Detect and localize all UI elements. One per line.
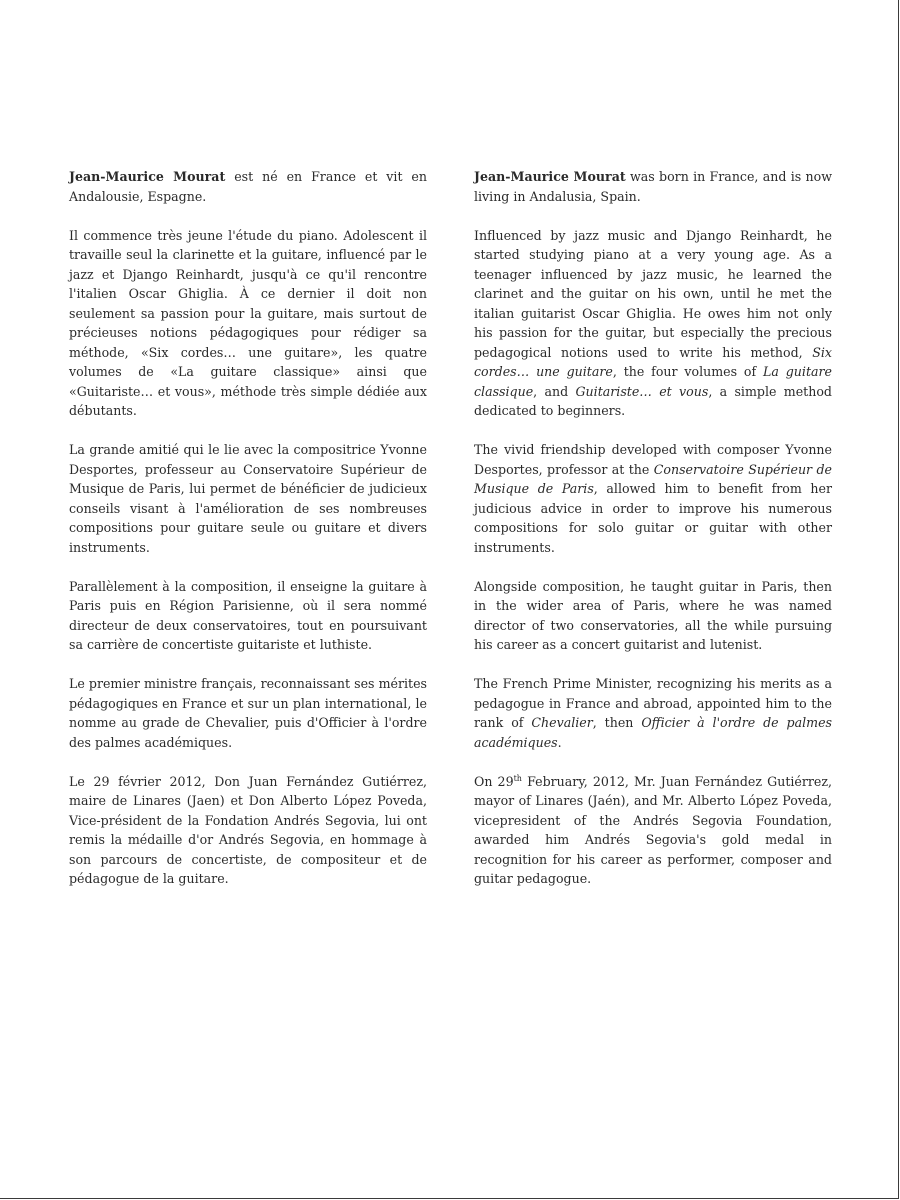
en-rank-chevalier: Chevalier (531, 715, 593, 730)
fr-paragraph-medal: Le 29 février 2012, Don Juan Fernández Gutiérrez, maire de Linares (Jaen) et Don Alberto López Poveda, Vice-président de la Fondation Andrés Segovia, lui ont remis la médaille d'or Andrés Segovia, en hommage à son parcours de concertiste, de compositeur et de pédagogue de la guitare. (69, 773, 427, 886)
en-paragraph-early-life: Influenced by jazz music and Django Reinhardt, he started studying piano at a very young age. As a teenager influenced by jazz music, he learned the clarinet and the guitar on his own, until he met the italian guitarist Oscar Ghiglia. He owes him not only his passion for the guitar, but especially the precious pedagogical notions used to write his method, Six cordes… une guitare, the four volumes of La guitare classique, and Guitariste… et vous, a simple method dedicated to beginners. (474, 227, 832, 418)
en-title-guitare-classique: La guitare classique (474, 364, 832, 399)
fr-author-name: Jean-Maurice Mourat (69, 169, 226, 184)
en-title-guitariste: Guitariste… et vous (575, 383, 709, 399)
fr-paragraph-intro: Jean-Maurice Mourat est né en France et vit en Andalousie, Espagne. (69, 169, 427, 204)
en-paragraph-intro: Jean-Maurice Mourat was born in France, and is now living in Andalusia, Spain. (474, 169, 832, 204)
en-school-name: Conservatoire Supérieur de Musique de Paris (474, 461, 832, 496)
fr-paragraph-early-life: Il commence très jeune l'étude du piano. Adolescent il travaille seul la clarinette et la guitare, influencé par le jazz et Django Reinhardt, jusqu'à ce qu'il rencontre l'italien Oscar Ghiglia. À ce dernier il doit non seulement sa passion pour la guitare, mais surtout de précieuses notions pédagogiques pour rédiger sa méthode, «Six cordes… une guitare», les quatre volumes de «La guitare classique» ainsi que «Guitariste… et vous», méthode très simple dédiée aux débutants. (69, 227, 427, 418)
en-title-six-cordes: Six cordes… une guitare (474, 344, 832, 379)
fr-paragraph-honors: Le premier ministre français, reconnaissant ses mérites pédagogiques en France et sur un plan international, le nomme au grade de Chevalier, puis d'Officier à l'ordre des palmes académiques. (69, 676, 427, 750)
french-biography-column (69, 167, 427, 908)
en-paragraph-teaching: Alongside composition, he taught guitar in Paris, then in the wider area of Paris, where he was named director of two conservatories, all the while pursuing his career as a concert guitarist and lutenist. (474, 578, 832, 652)
en-paragraph-medal: On 29th February, 2012, Mr. Juan Fernández Gutiérrez, mayor of Linares (Jaén), and Mr. Alberto López Poveda, vicepresident of the Andrés Segovia Foundation, awarded him Andrés Segovia's gold medal in recognition for his career as performer, composer and guitar pedagogue. (474, 773, 832, 886)
fr-paragraph-teaching: Parallèlement à la composition, il enseigne la guitare à Paris puis en Région Parisienne, où il sera nommé directeur de deux conservatoires, tout en poursuivant sa carrière de concertiste guitariste et luthiste. (69, 578, 427, 652)
fr-paragraph-friendship: La grande amitié qui le lie avec la compositrice Yvonne Desportes, professeur au Conservatoire Supérieur de Musique de Paris, lui permet de bénéficier de judicieux conseils visant à l'amélioration de ses nombreuses compositions pour guitare seule ou guitare et divers instruments. (69, 442, 427, 555)
en-author-name: Jean-Maurice Mourat (474, 169, 626, 184)
en-paragraph-friendship: The vivid friendship developed with composer Yvonne Desportes, professor at the Conservatoire Supérieur de Musique de Paris, allowed him to benefit from her judicious advice in order to improve his numerous compositions for solo guitar or guitar with other instruments. (474, 442, 832, 555)
en-paragraph-honors: The French Prime Minister, recognizing his merits as a pedagogue in France and abroad, appointed him to the rank of Chevalier, then Officier à l'ordre de palmes académiques. (474, 676, 832, 750)
english-biography-column (474, 167, 832, 908)
en-rank-officier: Officier à l'ordre de palmes académiques (474, 715, 832, 750)
